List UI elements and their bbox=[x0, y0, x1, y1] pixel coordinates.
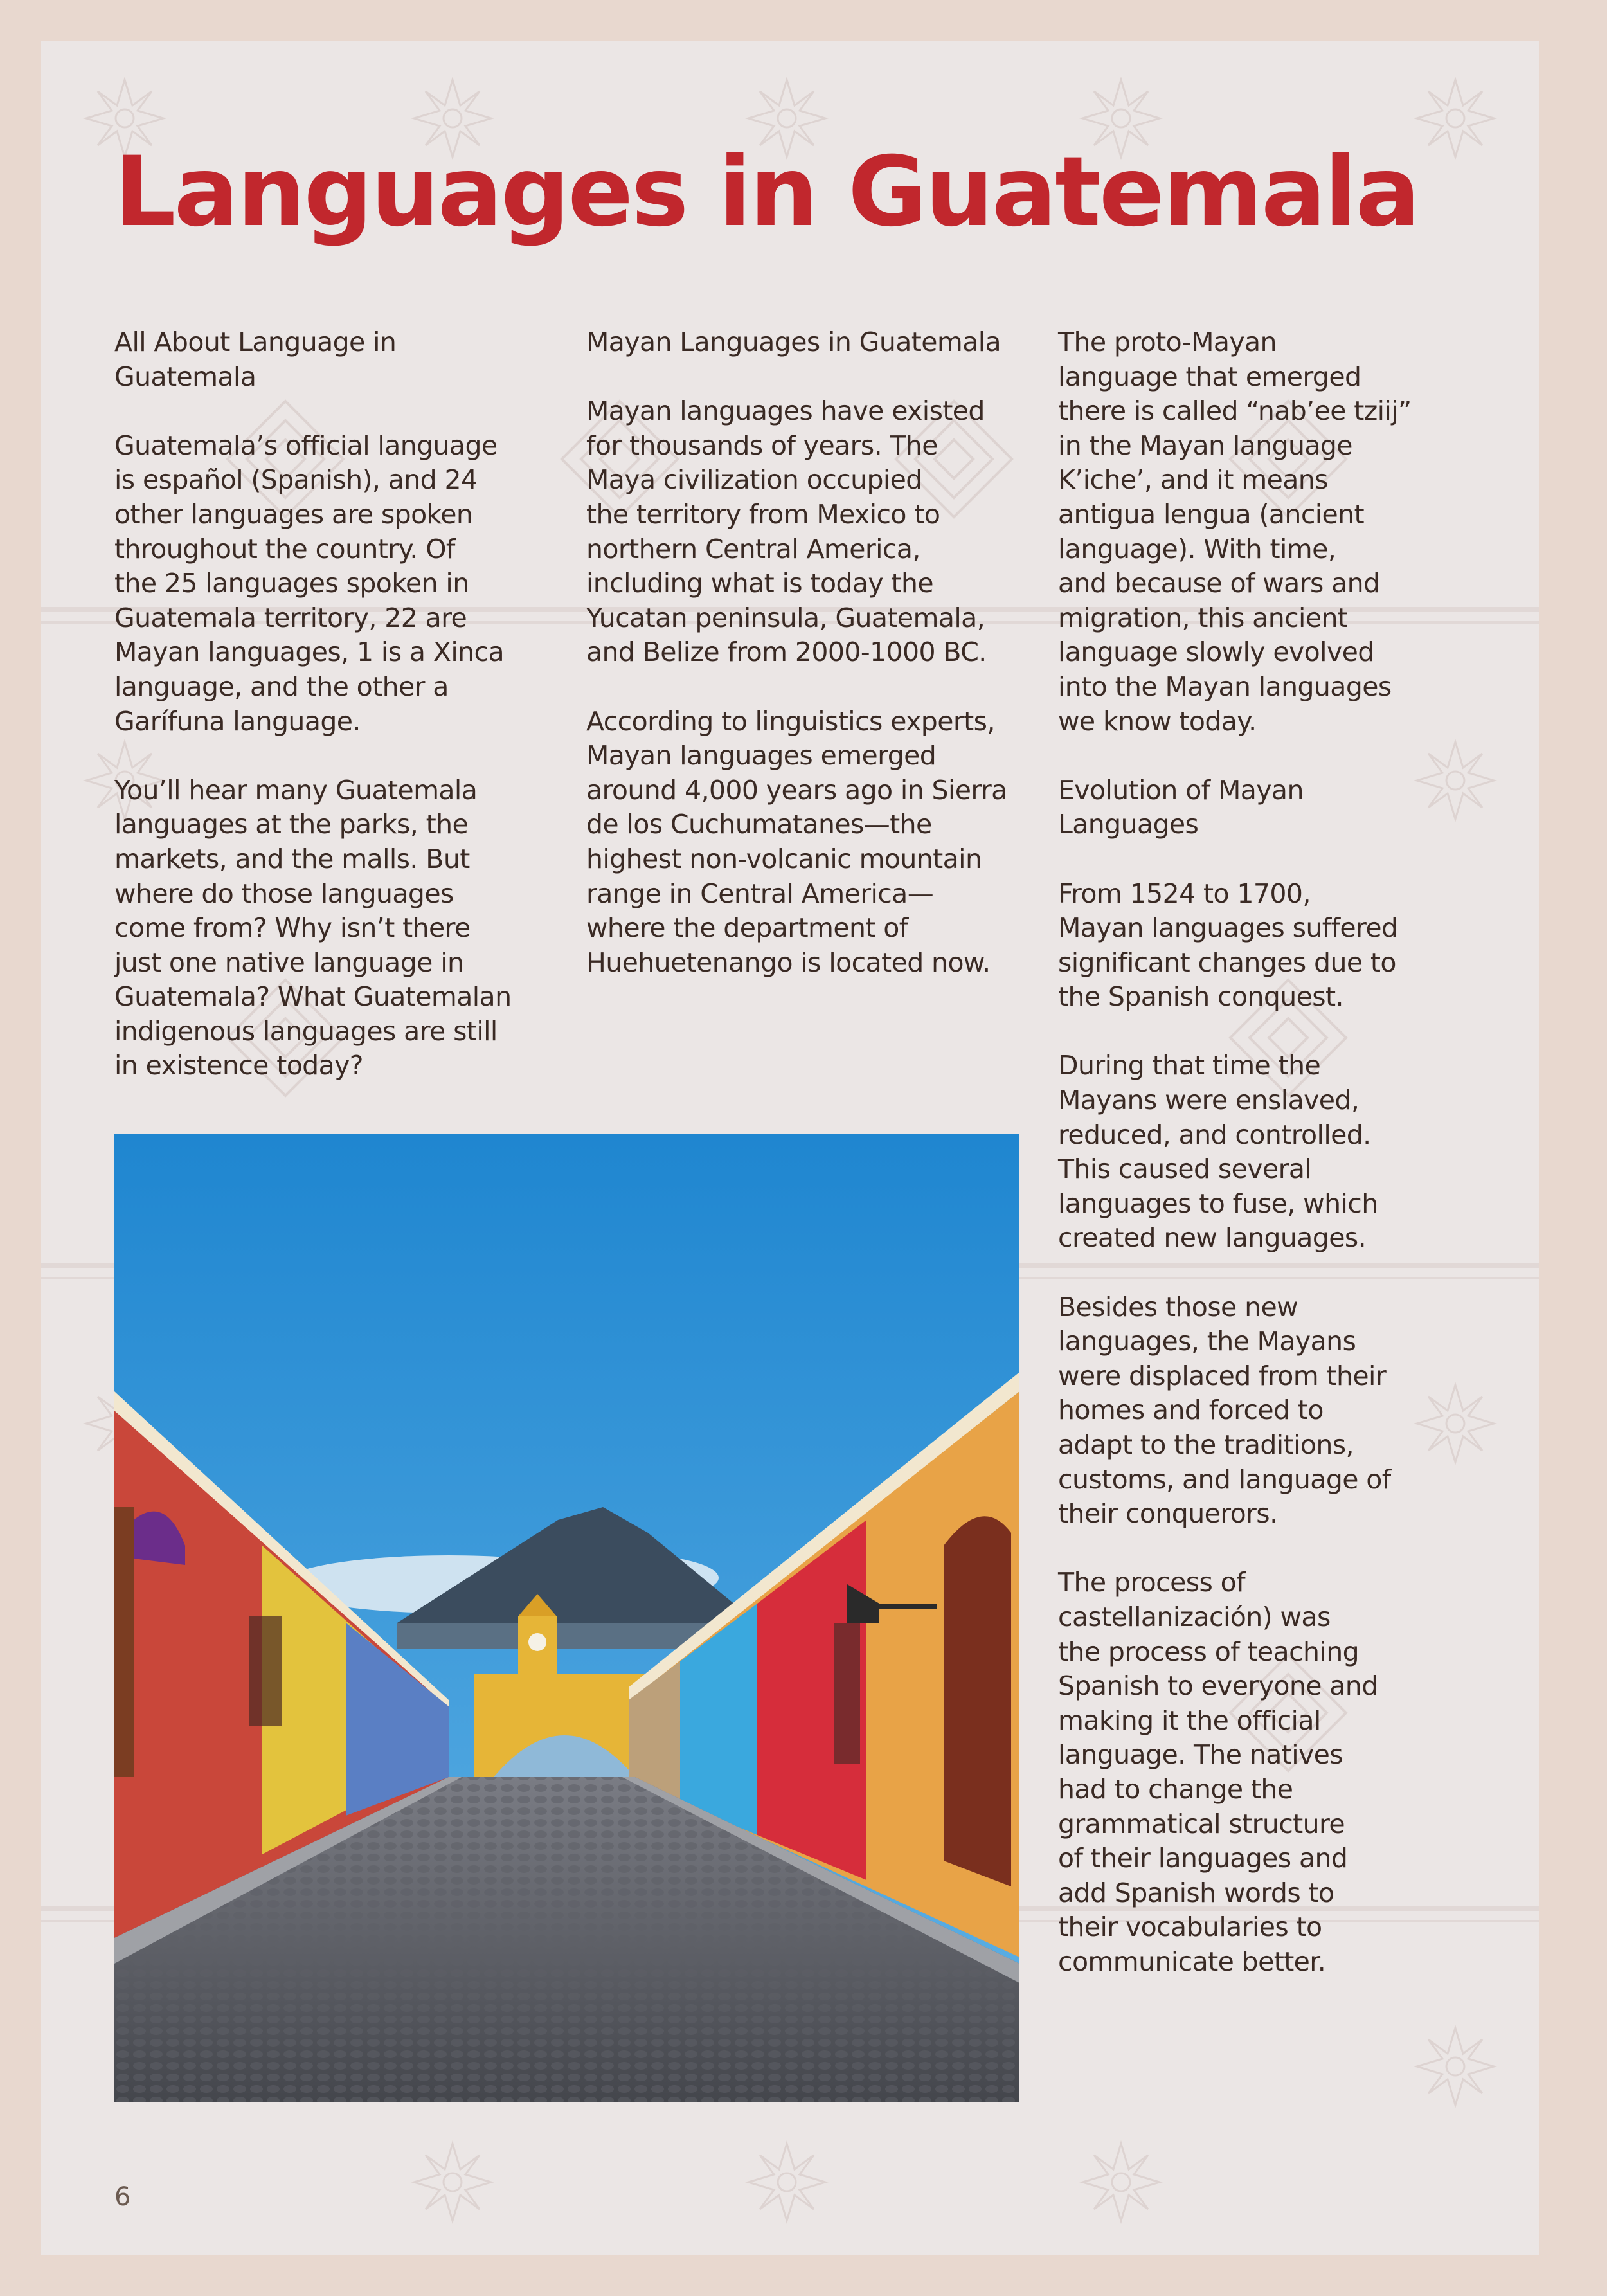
paragraph-linguistics-experts: According to linguistics experts, Mayan languages emerged around 4,000 years ago in Sierra de los Cuchumatanes—the highest non-volcanic mountain range in Central America— where the department of Huehuetenango is located now. bbox=[586, 705, 1007, 978]
street-illustration bbox=[114, 1134, 1019, 2102]
paragraph-where-languages-come-from: You’ll hear many Guatemala languages at the parks, the markets, and the malls. But where do those languages come from? Why isn’t there just one native language in Guatemala? What Guatemalan indigenous languages are still in existence today? bbox=[114, 774, 512, 1081]
section-heading-evolution: Evolution of Mayan Languages bbox=[1058, 774, 1304, 840]
paragraph-enslaved: During that time the Mayans were enslaved, reduced, and controlled. This caused several languages to fuse, which created new languages. bbox=[1058, 1050, 1378, 1254]
paragraph-proto-mayan: The proto-Mayan language that emerged there is called “nab’ee tziij” in the Mayan language K’iche’, and it means antigua lengua (ancient language). With time, and because of wars and migration, this ancient language slowly evolved into the Mayan languages we know today. bbox=[1058, 327, 1412, 737]
text-column-1 bbox=[114, 325, 539, 1118]
paragraph-spanish-conquest: From 1524 to 1700, Mayan languages suffered significant changes due to the Spanish conquest. bbox=[1058, 878, 1398, 1013]
paragraph-castellanizacion: The process of castellanización) was the process of teaching Spanish to everyone and making it the official language. The natives had to change the grammatical structure of their languages and add Spanish words to their vocabularies to communicate better. bbox=[1058, 1567, 1378, 1977]
paragraph-displaced: Besides those new languages, the Mayans were displaced from their homes and forced to adapt to the traditions, customs, and language of their conquerors. bbox=[1058, 1291, 1391, 1530]
section-heading-mayan-languages: Mayan Languages in Guatemala bbox=[586, 327, 1001, 357]
antigua-street-photo bbox=[114, 1134, 1019, 2102]
paragraph-official-language: Guatemala’s official language is español (Spanish), and 24 other languages are spoken throughout the country. Of the 25 languages spoken in Guatemala territory, 22 are Mayan languages, 1 is a Xinca language, and the other a Garífuna language. bbox=[114, 429, 505, 737]
page-number: 6 bbox=[114, 2182, 131, 2212]
paragraph-maya-civilization: Mayan languages have existed for thousands of years. The Maya civilization occupied the territory from Mexico to northern Central America, including what is today the Yucatan peninsula, Guatemala, and Belize from 2000-1000 BC. bbox=[586, 395, 987, 668]
section-heading-all-about-language: All About Language in Guatemala bbox=[114, 327, 397, 392]
text-column-2 bbox=[586, 325, 1023, 1015]
page-title: Languages in Guatemala bbox=[114, 136, 1419, 248]
page bbox=[41, 41, 1539, 2255]
text-column-3 bbox=[1058, 325, 1482, 2014]
